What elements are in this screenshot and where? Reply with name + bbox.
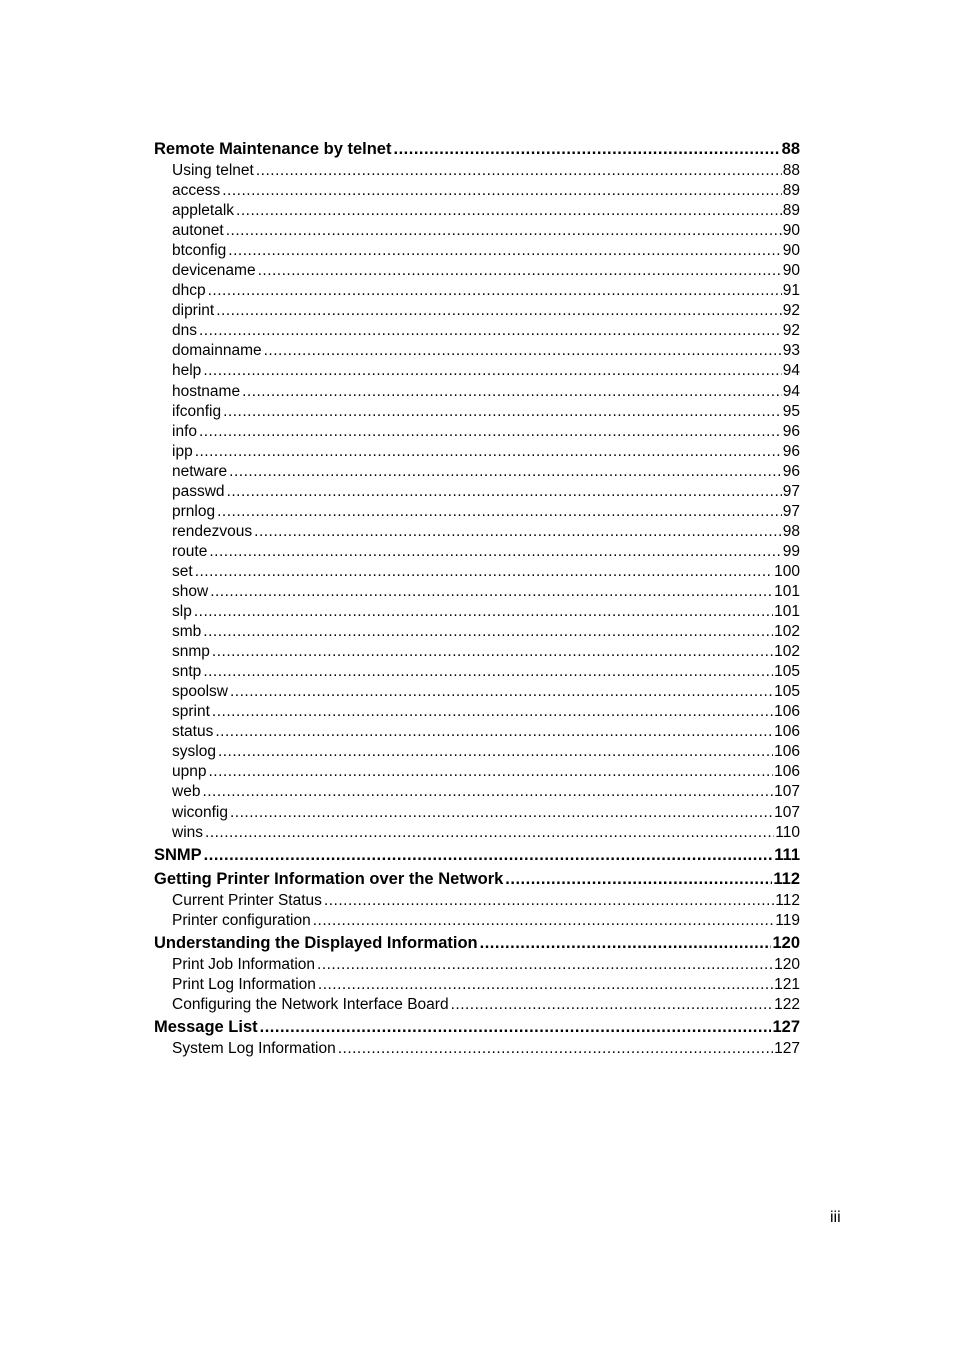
toc-entry-page: 99	[782, 542, 800, 560]
dot-leader	[217, 502, 782, 522]
dot-leader	[202, 782, 773, 802]
toc-entry-page: 92	[782, 322, 800, 340]
toc-entry[interactable]	[154, 341, 800, 361]
toc-entry[interactable]	[154, 161, 800, 181]
toc-entry-page: 97	[782, 482, 800, 500]
toc-heading[interactable]	[154, 843, 800, 867]
toc-entry-title: prnlog	[172, 502, 216, 520]
toc-section	[154, 843, 800, 867]
toc-entry-title: devicename	[172, 262, 256, 280]
toc-entry-page: 101	[774, 582, 800, 600]
toc-entry-page: 88	[782, 162, 800, 179]
toc-entry[interactable]	[154, 891, 800, 911]
toc-entry[interactable]	[154, 221, 800, 241]
toc-entry[interactable]	[154, 702, 800, 722]
toc-entry-title: Printer configuration	[172, 911, 311, 929]
dot-leader	[216, 301, 782, 321]
toc-entry-title: dns	[172, 322, 197, 340]
toc-entry-page: 92	[782, 302, 800, 320]
toc-entry-title: hostname	[172, 382, 241, 400]
dot-leader	[215, 722, 773, 742]
dot-leader	[203, 622, 773, 642]
toc-entry-page: 106	[774, 703, 800, 721]
toc-entry-page: 100	[774, 562, 800, 580]
dot-leader	[203, 361, 781, 381]
toc-entry-title: ifconfig	[172, 402, 222, 420]
toc-entry[interactable]	[154, 542, 800, 562]
toc-entry[interactable]	[154, 482, 800, 502]
dot-leader	[212, 702, 773, 722]
dot-leader	[317, 955, 773, 975]
dot-leader	[256, 161, 782, 181]
dot-leader	[230, 682, 773, 702]
toc-entry-page: 91	[782, 282, 800, 300]
toc-heading-page: 111	[774, 845, 800, 864]
toc-entry[interactable]	[154, 321, 800, 341]
toc-entry[interactable]	[154, 502, 800, 522]
toc-entry[interactable]	[154, 975, 800, 995]
toc-entry-title: btconfig	[172, 242, 227, 260]
toc-entry-title: diprint	[172, 302, 215, 320]
toc-entry-title: snmp	[172, 643, 210, 661]
dot-leader	[195, 442, 782, 462]
toc-entry-page: 98	[782, 522, 800, 540]
toc-entry-title: autonet	[172, 222, 224, 240]
toc-entry[interactable]	[154, 1039, 800, 1059]
toc-entry[interactable]	[154, 462, 800, 482]
toc-entry[interactable]	[154, 911, 800, 931]
toc-entry-title: Print Log Information	[172, 975, 316, 993]
page-number: iii	[830, 1209, 841, 1226]
dot-leader	[204, 843, 774, 867]
dot-leader	[393, 137, 780, 161]
dot-leader	[227, 482, 782, 502]
toc-entry-title: ipp	[172, 442, 193, 460]
toc-entry-page: 90	[782, 242, 800, 260]
dot-leader	[222, 181, 782, 201]
toc-entry-title: sprint	[172, 703, 210, 721]
toc-entry[interactable]	[154, 562, 800, 582]
toc-entry-title: wins	[172, 823, 204, 841]
toc-entry-title: sntp	[172, 663, 202, 681]
toc-heading-title: Remote Maintenance by telnet	[154, 140, 392, 158]
dot-leader	[254, 522, 782, 542]
dot-leader	[230, 803, 773, 823]
toc-section	[154, 1015, 800, 1059]
dot-leader	[205, 823, 774, 843]
toc-entry-title: web	[172, 783, 201, 801]
toc-entry-title: spoolsw	[172, 683, 228, 701]
toc-entry-page: 102	[774, 623, 800, 641]
toc-entry-title: appletalk	[172, 202, 235, 220]
toc-entry-page: 106	[774, 743, 800, 761]
dot-leader	[195, 562, 773, 582]
toc-entry[interactable]	[154, 803, 800, 823]
dot-leader	[480, 931, 772, 955]
dot-leader	[228, 241, 781, 261]
dot-leader	[208, 762, 773, 782]
toc-entry[interactable]	[154, 181, 800, 201]
toc-entry[interactable]	[154, 762, 800, 782]
toc-entry[interactable]	[154, 642, 800, 662]
toc-entry[interactable]	[154, 241, 800, 261]
dot-leader	[218, 742, 773, 762]
toc-entry[interactable]	[154, 382, 800, 402]
toc-entry[interactable]	[154, 995, 800, 1015]
toc-heading-title: Getting Printer Information over the Network	[154, 869, 504, 888]
toc-heading-title: Message List	[154, 1017, 258, 1036]
toc-entry[interactable]	[154, 402, 800, 422]
toc-entry[interactable]	[154, 662, 800, 682]
toc-heading-title: Understanding the Displayed Information	[154, 933, 478, 952]
toc-entry-page: 112	[775, 891, 800, 909]
toc-entry[interactable]	[154, 301, 800, 321]
dot-leader	[505, 867, 772, 891]
toc-entry-title: syslog	[172, 743, 216, 761]
toc-entry-page: 102	[774, 643, 800, 661]
toc-entry[interactable]	[154, 582, 800, 602]
toc-entry[interactable]	[154, 955, 800, 975]
dot-leader	[212, 642, 773, 662]
toc-entry-page: 90	[782, 262, 800, 280]
toc-entry-title: help	[172, 362, 202, 380]
toc-entry-title: rendezvous	[172, 522, 253, 540]
toc-heading-page: 112	[773, 869, 800, 888]
toc-entry[interactable]	[154, 782, 800, 802]
toc-entry-page: 107	[774, 803, 800, 821]
toc-entry-title: upnp	[172, 763, 207, 781]
toc-entry-title: Print Job Information	[172, 955, 316, 973]
toc-heading[interactable]	[154, 931, 800, 955]
toc-entry-page: 119	[775, 911, 800, 929]
toc-entry-title: info	[172, 422, 197, 440]
toc-entry[interactable]	[154, 281, 800, 301]
toc-entry-page: 94	[782, 382, 800, 400]
table-of-contents	[154, 137, 800, 1059]
toc-entry-page: 121	[774, 975, 800, 993]
toc-entry-page: 93	[782, 342, 800, 360]
dot-leader	[451, 995, 774, 1015]
toc-entry[interactable]	[154, 361, 800, 381]
dot-leader	[226, 221, 782, 241]
toc-entry-title: show	[172, 582, 209, 600]
toc-entry[interactable]	[154, 422, 800, 442]
toc-entry-page: 89	[782, 182, 800, 200]
dot-leader	[258, 261, 782, 281]
toc-entry-title: passwd	[172, 482, 225, 500]
toc-entry[interactable]	[154, 522, 800, 542]
toc-entry-page: 120	[774, 955, 800, 973]
toc-entry[interactable]	[154, 201, 800, 221]
toc-entry-title: wiconfig	[172, 803, 228, 821]
dot-leader	[199, 422, 782, 442]
toc-heading-page: 88	[781, 140, 800, 158]
toc-section	[154, 137, 800, 843]
toc-entry-page: 122	[774, 995, 800, 1013]
toc-entry-title: System Log Information	[172, 1039, 336, 1057]
toc-entry[interactable]	[154, 823, 800, 843]
dot-leader	[209, 542, 781, 562]
toc-entry-page: 95	[782, 402, 800, 420]
toc-entry-page: 96	[782, 422, 800, 440]
toc-entry-title: Current Printer Status	[172, 891, 322, 909]
toc-entry[interactable]	[154, 261, 800, 281]
toc-entry-page: 106	[774, 763, 800, 781]
toc-heading[interactable]	[154, 867, 800, 891]
dot-leader	[199, 321, 782, 341]
toc-heading-page: 127	[772, 1017, 800, 1036]
dot-leader	[264, 341, 782, 361]
toc-entry-title: access	[172, 182, 221, 200]
toc-entry-title: Using telnet	[172, 162, 254, 179]
toc-entry[interactable]	[154, 442, 800, 462]
dot-leader	[229, 462, 782, 482]
toc-entry-page: 89	[782, 202, 800, 220]
toc-entry-page: 94	[782, 362, 800, 380]
toc-entry-title: status	[172, 723, 214, 741]
dot-leader	[223, 402, 782, 422]
toc-entry-page: 105	[774, 683, 800, 701]
toc-entry-title: domainname	[172, 342, 262, 360]
toc-entry-title: dhcp	[172, 282, 206, 300]
dot-leader	[338, 1039, 773, 1059]
dot-leader	[203, 662, 773, 682]
dot-leader	[324, 891, 774, 911]
toc-entry-page: 107	[774, 783, 800, 801]
toc-entry-title: netware	[172, 462, 228, 480]
toc-entry-page: 97	[782, 502, 800, 520]
toc-entry-page: 106	[774, 723, 800, 741]
dot-leader	[210, 582, 773, 602]
toc-entry-page: 127	[774, 1039, 800, 1057]
dot-leader	[236, 201, 782, 221]
toc-entry-page: 96	[782, 462, 800, 480]
toc-entry[interactable]	[154, 602, 800, 622]
toc-entry-title: route	[172, 542, 208, 560]
toc-entry[interactable]	[154, 742, 800, 762]
toc-entry[interactable]	[154, 622, 800, 642]
toc-entry-title: Configuring the Network Interface Board	[172, 995, 449, 1013]
toc-section	[154, 867, 800, 931]
toc-heading[interactable]	[154, 1015, 800, 1039]
toc-entry-page: 96	[782, 442, 800, 460]
toc-heading-page: 120	[772, 933, 800, 952]
dot-leader	[260, 1015, 772, 1039]
toc-entry-page: 110	[775, 823, 800, 841]
toc-entry-title: smb	[172, 623, 202, 641]
toc-entry-page: 90	[782, 222, 800, 240]
toc-entry-page: 105	[774, 663, 800, 681]
toc-entry-page: 101	[774, 603, 800, 621]
toc-heading-title: SNMP	[154, 845, 202, 864]
toc-entry-title: set	[172, 562, 193, 580]
toc-entry-title: slp	[172, 603, 192, 621]
dot-leader	[208, 281, 782, 301]
toc-entry[interactable]	[154, 722, 800, 742]
dot-leader	[242, 382, 782, 402]
dot-leader	[318, 975, 773, 995]
toc-entry[interactable]	[154, 682, 800, 702]
toc-section	[154, 931, 800, 1015]
dot-leader	[194, 602, 773, 622]
dot-leader	[313, 911, 775, 931]
toc-heading[interactable]	[154, 137, 800, 161]
